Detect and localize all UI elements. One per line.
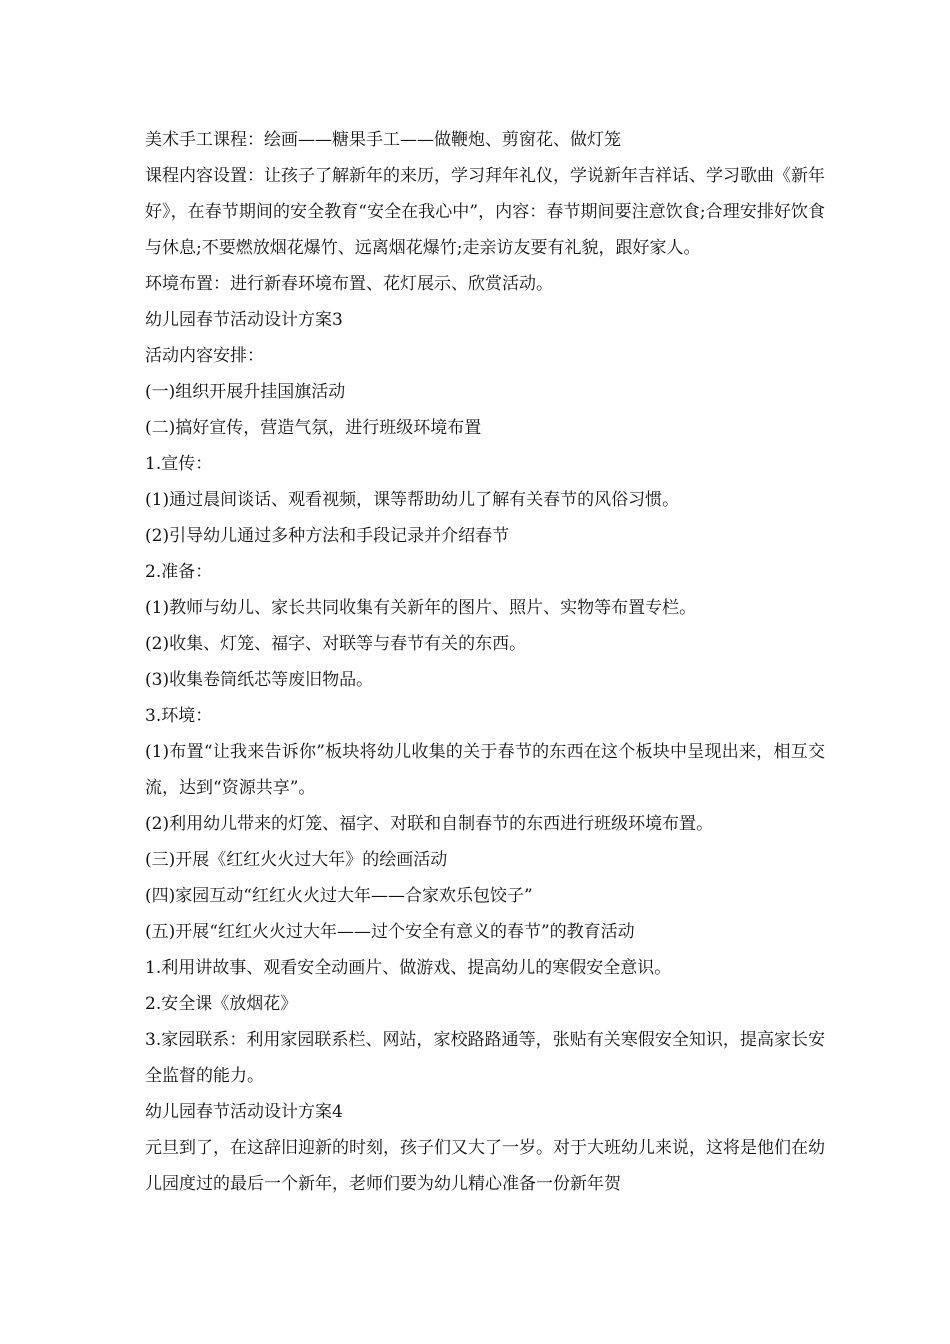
paragraph-course-content: 课程内容设置：让孩子了解新年的来历，学习拜年礼仪，学说新年吉祥话、学习歌曲《新年好》，在春节期间的安全教育“安全在我心中”，内容：春节期间要注意饮食;合理安排好饮食与休息;不要燃放烟花爆竹、远离烟花爆竹;走亲访友要有礼貌，跟好家人。 [145,166,825,258]
paragraph-new-year-intro: 元旦到了，在这辞旧迎新的时刻，孩子们又大了一岁。对于大班幼儿来说，这将是他们在幼儿园度过的最后一个新年，老师们要为幼儿精心准备一份新年贺 [145,1138,825,1194]
list-item: 1.宣传： [145,454,213,474]
paragraph-environment: 环境布置：进行新春环境布置、花灯展示、欣赏活动。 [145,274,553,294]
list-item: (2)利用幼儿带来的灯笼、福字、对联和自制春节的东西进行班级环境布置。 [145,814,714,834]
list-item: (2)引导幼儿通过多种方法和手段记录并介绍春节 [145,526,510,546]
list-item: 2.准备： [145,562,213,582]
list-item: 3.环境： [145,706,213,726]
list-item: 1.利用讲故事、观看安全动画片、做游戏、提高幼儿的寒假安全意识。 [145,958,672,978]
list-item: (五)开展“红红火火过大年——过个安全有意义的春节”的教育活动 [145,922,635,942]
section-heading-plan-4: 幼儿园春节活动设计方案4 [145,1102,343,1122]
list-item: (四)家园互动“红红火火过大年——合家欢乐包饺子” [145,886,533,906]
paragraph-art-course: 美术手工课程：绘画——糖果手工——做鞭炮、剪窗花、做灯笼 [145,130,621,150]
list-item: (1)教师与幼儿、家长共同收集有关新年的图片、照片、实物等布置专栏。 [145,598,697,618]
list-item: (一)组织开展升挂国旗活动 [145,382,346,402]
section-heading-plan-3: 幼儿园春节活动设计方案3 [145,310,343,330]
list-item: (3)收集卷筒纸芯等废旧物品。 [145,670,374,690]
list-item: (1)通过晨间谈话、观看视频，课等帮助幼儿了解有关春节的风俗习惯。 [145,490,680,510]
list-item: (三)开展《红红火火过大年》的绘画活动 [145,850,448,870]
list-item: (2)收集、灯笼、福字、对联等与春节有关的东西。 [145,634,527,654]
list-item: (1)布置“让我来告诉你”板块将幼儿收集的关于春节的东西在这个板块中呈现出来，相互交流，达到“资源共享”。 [145,742,825,798]
list-item: 2.安全课《放烟花》 [145,994,298,1014]
document-body [145,122,825,1202]
list-item: (二)搞好宣传，营造气氛，进行班级环境布置 [145,418,482,438]
list-item: 3.家园联系：利用家园联系栏、网站，家校路路通等，张贴有关寒假安全知识，提高家长安全监督的能力。 [145,1030,825,1086]
paragraph-activity-arrangement: 活动内容安排： [145,346,264,366]
